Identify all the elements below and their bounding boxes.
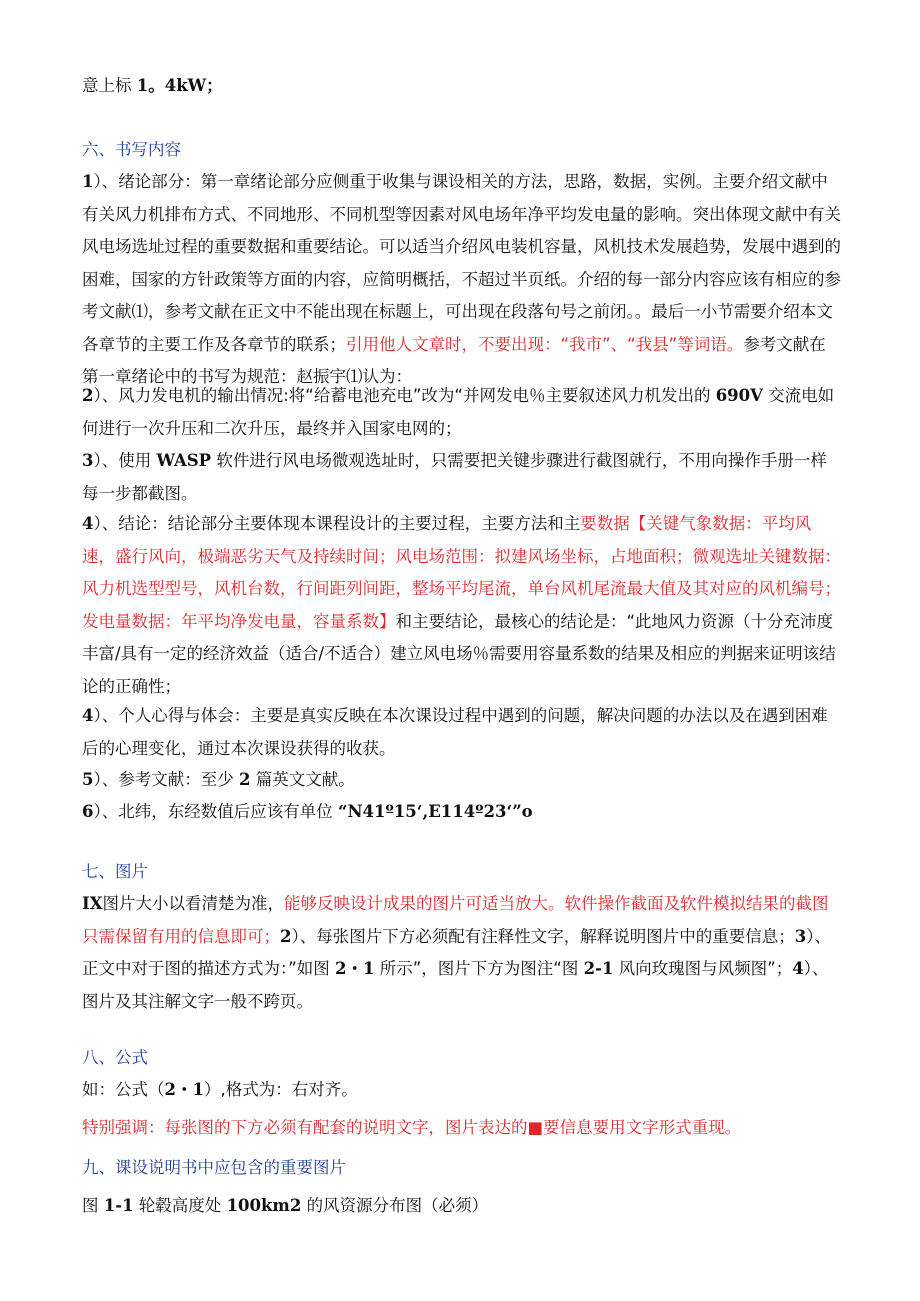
para-text: 风向玫瑰图与风频图”；: [613, 959, 793, 978]
item-number: 5: [82, 770, 94, 789]
para-text: ）、使用: [93, 451, 157, 470]
section-8-para: [82, 1074, 842, 1107]
highlight-text: 要数据【关键气象数据：平均风速，盛行风向，极端恶劣天气及持续时间；风电场范围：拟建风场坐标，占地面积；微观选址关键数据：风力机选型型号，风机台数，行间距列间距，整场平均尾流，单台风机尾流最大值及其对应的风机编号；发电量数据：年平均净发电量，容量系数】: [82, 514, 841, 631]
para-text: 交流电如何进行一次升压和二次升压，最终并入国家电网的；: [82, 386, 835, 438]
highlight-text: 能够反映设计成果的图片可适当放大。软件操作截面及软件模拟结果的截图只需保留有用的信息即可；: [82, 894, 829, 946]
item-number: 2: [82, 386, 94, 405]
para-text: ）、参考文献：至少: [93, 770, 239, 789]
formula-number: 2・1: [164, 1080, 204, 1099]
figure-number: 2・1: [335, 959, 375, 978]
section-7-heading: 七、图片: [82, 862, 148, 881]
item-number: 3: [794, 926, 807, 946]
para-text: 轮毂高度处: [133, 1196, 227, 1215]
para-text: 的风资源分布图（必须）: [301, 1196, 489, 1215]
section-6-para-2: [82, 380, 842, 445]
reference-count: 2: [238, 770, 251, 789]
item-number: IX: [82, 894, 103, 913]
software-name: WASP: [156, 451, 212, 470]
para-text: 所示”，图片下方为图注“图: [374, 959, 584, 978]
para-text: ）、图片及其注解文字一般不跨页。: [82, 959, 829, 1011]
item-number: 6: [82, 802, 94, 821]
section-6-para-5: [82, 700, 842, 765]
para-text: ）、正文中对于图的描述方式为：”如图: [82, 926, 831, 978]
section-6-para-4: [82, 508, 842, 703]
para-text: ）、北纬，东经数值后应该有单位: [93, 802, 338, 821]
para-text: ）、风力发电机的输出情况:将“给蓄电池充电”改为“并网发电％主要叙述风力机发出的: [93, 386, 716, 405]
voltage-value: 690V: [715, 386, 763, 405]
intro-line: [82, 70, 842, 103]
para-text: ）、结论：结论部分主要体现本课程设计的主要过程，主要方法和主: [93, 514, 581, 533]
para-text: 参考文献在第一章绪论中的书写为规范：赵振宇⑴认为：: [82, 334, 826, 386]
section-9-heading: 九、课设说明书中应包含的重要图片: [82, 1158, 346, 1177]
item-number: 2: [280, 926, 292, 946]
figure-number: 1-1: [103, 1196, 134, 1215]
section-6-para-7: [82, 796, 842, 829]
section-6-para-3: [82, 445, 842, 510]
para-text: 图: [82, 1196, 104, 1215]
item-number: 3: [82, 451, 94, 470]
section-8-heading: 八、公式: [82, 1048, 148, 1067]
highlight-text: 引用他人文章时，不要出现：“我市”、“我县”等词语。: [346, 334, 744, 354]
section-6-heading: 六、书写内容: [82, 140, 181, 159]
coordinate-example: “N41º15‘,E114º23‘”o: [337, 802, 533, 821]
item-number: 1: [82, 172, 94, 191]
item-number: 4: [82, 706, 94, 725]
section-7-para: [82, 888, 842, 1018]
intro-text: 意上标: [82, 76, 137, 95]
para-text: ）、个人心得与体会：主要是真实反映在本次课设过程中遇到的问题，解决问题的办法以及在遇到困难后的心理变化，通过本次课设获得的收获。: [82, 706, 828, 758]
para-text: 如：公式（: [82, 1080, 165, 1099]
para-text: ）、每张图片下方必须配有注释性文字，解释说明图片中的重要信息；: [291, 926, 795, 946]
para-text: ）、绪论部分：第一章绪论部分应侧重于收集与课设相关的方法，思路，数据，实例。主要介绍文献中有关风力机排布方式、不同地形、不同机型等因素对风电场年净平均发电量的影响。突出体现文献中有关风电场选址过程的重要数据和重要结论。可以适当介绍风电装机容量，风机技术发展趋势，发展中遇到的困难，国家的方针政策等方面的内容，应简明概括，不超过半页纸。介绍的每一部分内容应该有相应的参考文献⑴，参考文献在正文中不能出现在标题上，可出现在段落句号之前闭。。最后一小节需要介绍本文各章节的主要工作及各章节的联系；: [82, 172, 841, 354]
para-text: 篇英文文献。: [250, 770, 355, 789]
section-6-para-6: [82, 764, 842, 797]
area-value: 100km2: [226, 1196, 302, 1215]
para-text: 软件进行风电场微观选址时，只需要把关键步骤进行截图就行，不用向操作手册一样每一步都截图。: [82, 451, 827, 503]
para-text: ）,格式为：右对齐。: [203, 1080, 358, 1099]
section-8-emphasis: 特别强调：每张图的下方必须有配套的说明文字，图片表达的■要信息要用文字形式重现。: [82, 1118, 742, 1137]
figure-number: 2-1: [583, 959, 614, 978]
section-6-para-1: [82, 166, 842, 394]
item-number: 4: [792, 959, 804, 978]
para-text: 和主要结论，最核心的结论是：“此地风力资源（十分充沛度丰富/具有一定的经济效益（适合/不适合）建立风电场％需要用容量系数的结果及相应的判据来证明该结论的正确性；: [82, 611, 836, 696]
section-9-para: [82, 1190, 842, 1223]
intro-power-value: 1。4kW；: [136, 76, 223, 95]
item-number: 4: [82, 514, 94, 533]
para-text: 图片大小以看清楚为准，: [102, 894, 285, 913]
